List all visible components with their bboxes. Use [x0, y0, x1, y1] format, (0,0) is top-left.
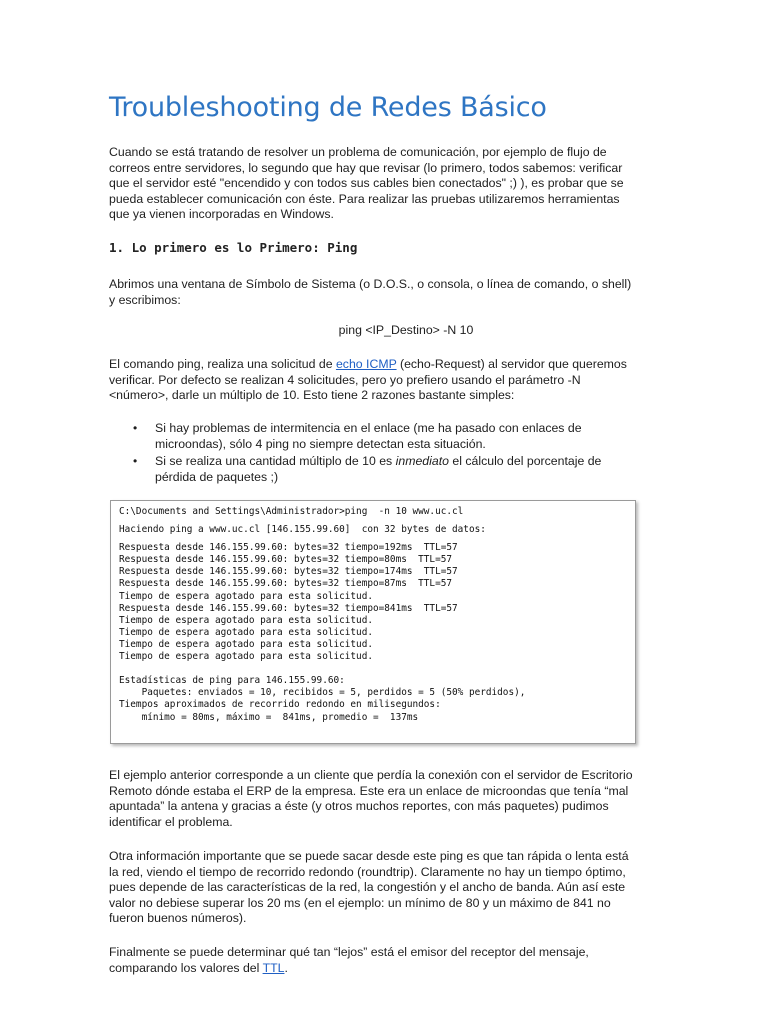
console-screenshot [110, 500, 636, 744]
bullet-icon: • [133, 421, 138, 435]
list-item [109, 421, 649, 452]
emphasis-text: inmediato [395, 454, 449, 468]
console-blank-line [119, 663, 635, 675]
console-line: Respuesta desde 146.155.99.60: bytes=32 tiempo=174ms TTL=57 [119, 566, 458, 578]
text-run: Si se realiza una cantidad múltiplo de 10 es [155, 454, 396, 468]
intro-line: correos entre servidores, lo segundo que hay que revisar (lo primero, todos sabemos: verificar [109, 160, 623, 175]
console-line: Tiempos aproximados de recorrido redondo en milisegundos: [119, 699, 441, 711]
paragraph-line: Remoto dónde estaba el ERP de la empresa. Este era un enlace de microondas que tenía “mal [109, 783, 629, 798]
paragraph-line: fueron buenos números). [109, 911, 247, 925]
ttl-link[interactable]: TTL [262, 960, 285, 975]
paragraph-line: y escribimos: [109, 292, 181, 307]
example-paragraph [109, 768, 665, 830]
command-example [0, 323, 768, 337]
list-item-line: Si hay problemas de intermitencia en el enlace (me ha pasado con enlaces de [155, 421, 582, 435]
list-item-line: pérdida de paquetes ;) [155, 469, 279, 484]
console-line: Haciendo ping a www.uc.cl [146.155.99.60] con 32 bytes de datos: [119, 524, 486, 536]
open-console-paragraph [109, 277, 665, 308]
paragraph-line: pues depende de las características de la red, la congestión y el ancho de banda. Aún así este [109, 880, 626, 894]
paragraph-line [109, 357, 665, 373]
bullet-icon: • [133, 454, 138, 468]
command-text: ping <IP_Destino> -N 10 [338, 323, 474, 337]
list-item-line: microondas), sólo 4 ping no siempre detectan esta situación. [155, 436, 486, 451]
ttl-paragraph [109, 945, 665, 976]
paragraph-line: <número>, darle un múltiplo de 10. Esto tiene 2 razones bastante simples: [109, 388, 515, 402]
intro-paragraph [109, 145, 665, 223]
paragraph-line: Abrimos una ventana de Símbolo de Sistema (o D.O.S., o consola, o línea de comando, o shell) [109, 277, 632, 291]
paragraph-line: valor no debiese superar los 20 ms (en el ejemplo: un mínimo de 80 y un máximo de 841 no [109, 895, 611, 910]
paragraph-line [109, 961, 665, 977]
console-line: Tiempo de espera agotado para esta solicitud. [119, 626, 373, 638]
console-line: Paquetes: enviados = 10, recibidos = 5, perdidos = 5 (50% perdidos), [119, 687, 526, 699]
console-line: Estadísticas de ping para 146.155.99.60: [119, 675, 345, 687]
paragraph-line: apuntada” la antena y gracias a éste (y otros muchos reportes, con más paquetes) pudimos [109, 799, 609, 813]
echo-icmp-link[interactable]: echo ICMP [335, 357, 397, 371]
paragraph-line: El ejemplo anterior corresponde a un cliente que perdía la conexión con el servidor de Escritorio [109, 768, 633, 782]
intro-line: que ya vienen incorporadas en Windows. [109, 207, 334, 221]
console-line: C:\Documents and Settings\Administrador>ping -n 10 www.uc.cl [119, 506, 464, 517]
intro-line: Cuando se está tratando de resolver un problema de comunicación, por ejemplo de flujo de [109, 145, 607, 159]
console-line: Tiempo de espera agotado para esta solicitud. [119, 638, 373, 650]
text-run: . [284, 960, 288, 975]
page-title: Troubleshooting de Redes Básico [109, 92, 547, 123]
console-line: Tiempo de espera agotado para esta solicitud. [119, 590, 373, 602]
reasons-list [109, 421, 649, 487]
text-run: El comando ping, realiza una solicitud de [109, 357, 336, 371]
paragraph-line: Otra información importante que se puede sacar desde este ping es que tan rápida o lenta está [109, 849, 629, 863]
text-run: (echo-Request) al servidor que queremos [396, 357, 627, 371]
paragraph-line: verificar. Por defecto se realizan 4 solicitudes, pero yo prefiero usando el parámetro -N [109, 372, 581, 387]
text-run: el cálculo del porcentaje de [448, 454, 602, 468]
paragraph-line: la red, viendo el tiempo de recorrido redondo (roundtrip). Claramente no hay un tiempo óptimo, [109, 864, 626, 879]
paragraph-line: identificar el problema. [109, 814, 233, 829]
ping-explanation-paragraph [109, 357, 665, 404]
console-line: Respuesta desde 146.155.99.60: bytes=32 tiempo=87ms TTL=57 [119, 578, 453, 590]
console-line: Tiempo de espera agotado para esta solicitud. [119, 614, 373, 626]
text-run: comparando los valores del [109, 960, 263, 975]
intro-line: pueda establecer comunicación con éste. Para realizar las pruebas utilizaremos herramientas [109, 191, 620, 206]
console-line: Respuesta desde 146.155.99.60: bytes=32 tiempo=841ms TTL=57 [119, 602, 458, 614]
network-speed-paragraph [109, 849, 665, 927]
paragraph-line: Finalmente se puede determinar qué tan “lejos” está el emisor del receptor del mensaje, [109, 945, 589, 959]
list-item-line [155, 454, 649, 470]
console-line: Tiempo de espera agotado para esta solicitud. [119, 651, 373, 663]
intro-line: que el servidor esté "encendido y con todos sus cables bien conectados" ;) ), es probar que se [109, 176, 624, 190]
section-heading-ping: 1. Lo primero es lo Primero: Ping [109, 240, 358, 255]
console-line: Respuesta desde 146.155.99.60: bytes=32 tiempo=80ms TTL=57 [119, 554, 453, 566]
list-item [109, 454, 649, 485]
console-line: mínimo = 80ms, máximo = 841ms, promedio = 137ms [119, 711, 419, 723]
console-line: Respuesta desde 146.155.99.60: bytes=32 tiempo=192ms TTL=57 [119, 542, 458, 554]
